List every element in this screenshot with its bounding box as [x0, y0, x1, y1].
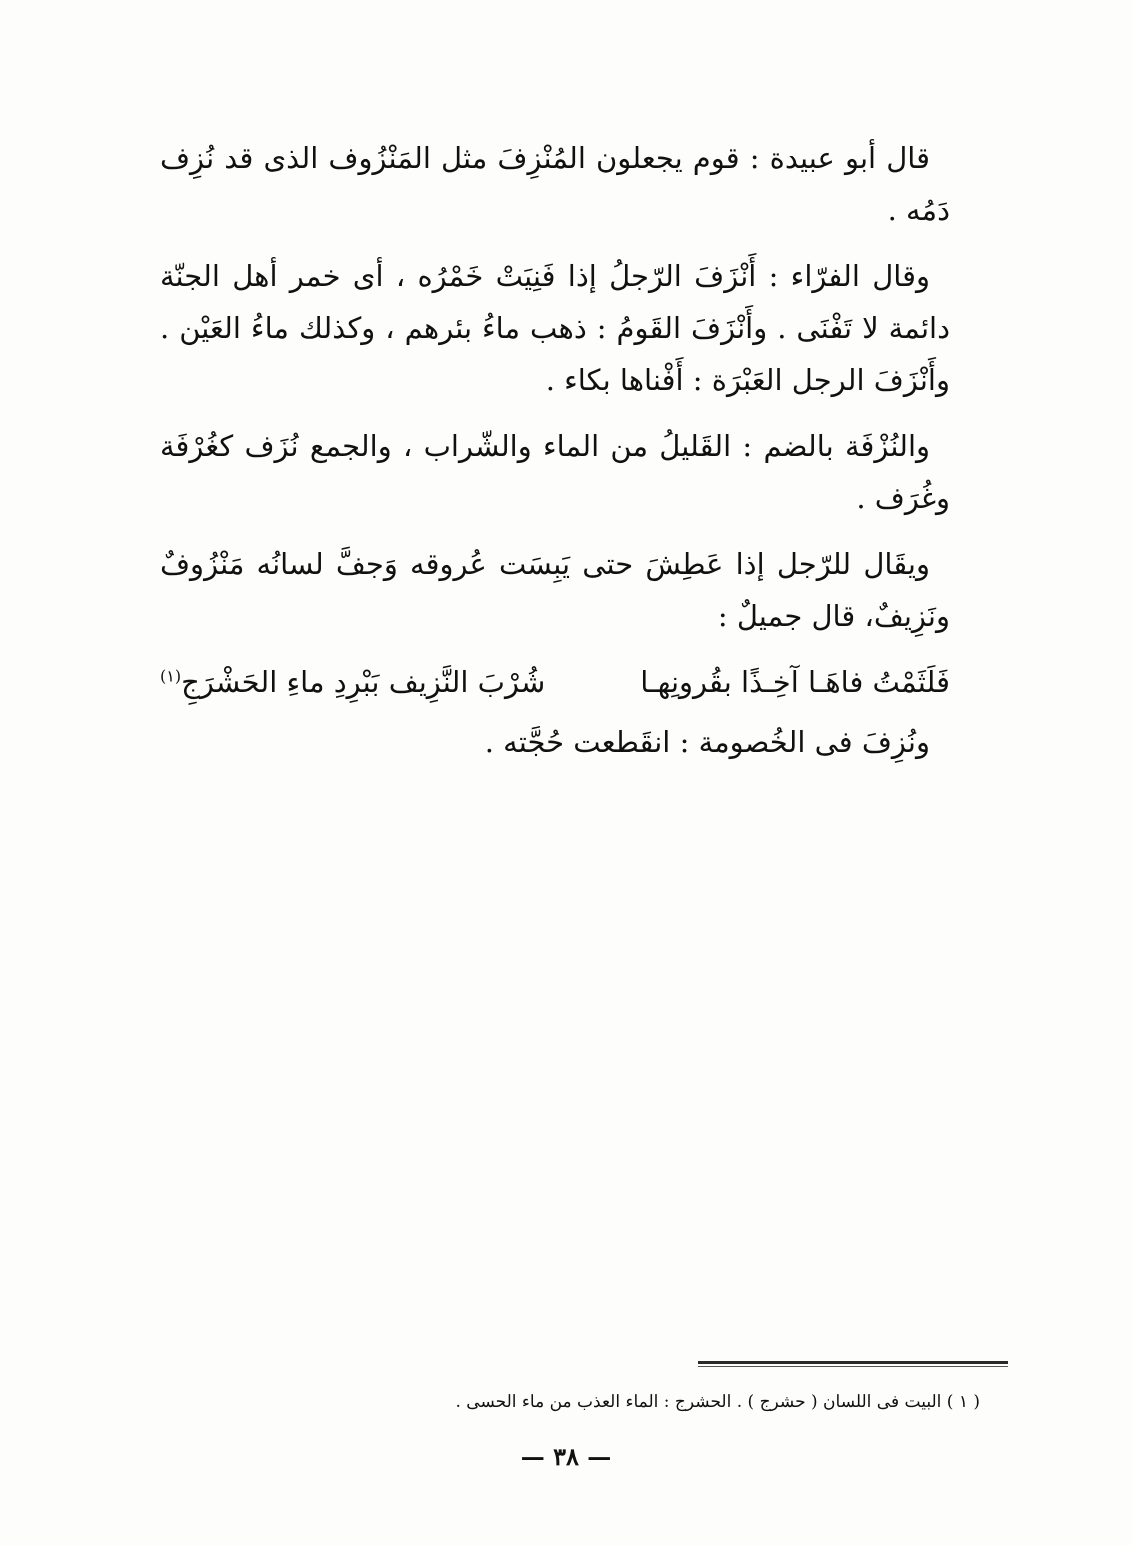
paragraph-thirst: ويقَال للرّجل إذا عَطِشَ حتى يَبِسَت عُروقه وَجفَّ لسانُه مَنْزُوفٌ ونَزِيفٌ، قال جميلٌ :	[160, 547, 950, 633]
verse-first-hemistich: فَلَثَمْتُ فاهَـا آخِـذًا بقُرونِهـا	[640, 665, 950, 699]
footnote-divider	[698, 1361, 1008, 1364]
paragraph-dispute: ونُزِفَ فى الخُصومة : انقَطعت حُجَّته .	[484, 725, 930, 759]
main-text-block	[160, 132, 950, 768]
footnote-marker: (١)	[160, 666, 182, 686]
poetry-verse	[160, 656, 950, 708]
verse-second-hemistich	[160, 656, 545, 708]
paragraph-abu-ubayda: قال أبو عبيدة : قوم يجعلون المُنْزِفَ مثل المَنْزُوف الذى قد نُزِف دَمُه .	[160, 141, 950, 227]
footnote: ( ١ ) البيت فى اللسان ( حشرج ) . الحشرج : الماء العذب من ماء الحسى .	[455, 1392, 980, 1412]
paragraph-nuzfa: والنُزْفَة بالضم : القَليلُ من الماء والشّراب ، والجمع نُزَف كغُرْفَة وغُرَف .	[160, 429, 950, 515]
verse-second-hemistich-text: شُرْبَ النَّزِيف بَبْرِدِ ماءِ الحَشْرَجِ	[181, 665, 546, 699]
paragraph-al-farra: وقال الفرّاء : أَنْزَفَ الرّجلُ إذا فَنِيَتْ خَمْرُه ، أى خمر أهل الجنّة دائمة لا تَفْنَى . وأَنْزَفَ القَومُ : ذهب ماءُ بئرهم ، وكذلك ماءُ العَيْن . وأَنْزَفَ الرجل العَبْرَة : أَفْناها بكاء .	[160, 259, 950, 397]
page-number: — ٣٨ —	[520, 1442, 612, 1471]
